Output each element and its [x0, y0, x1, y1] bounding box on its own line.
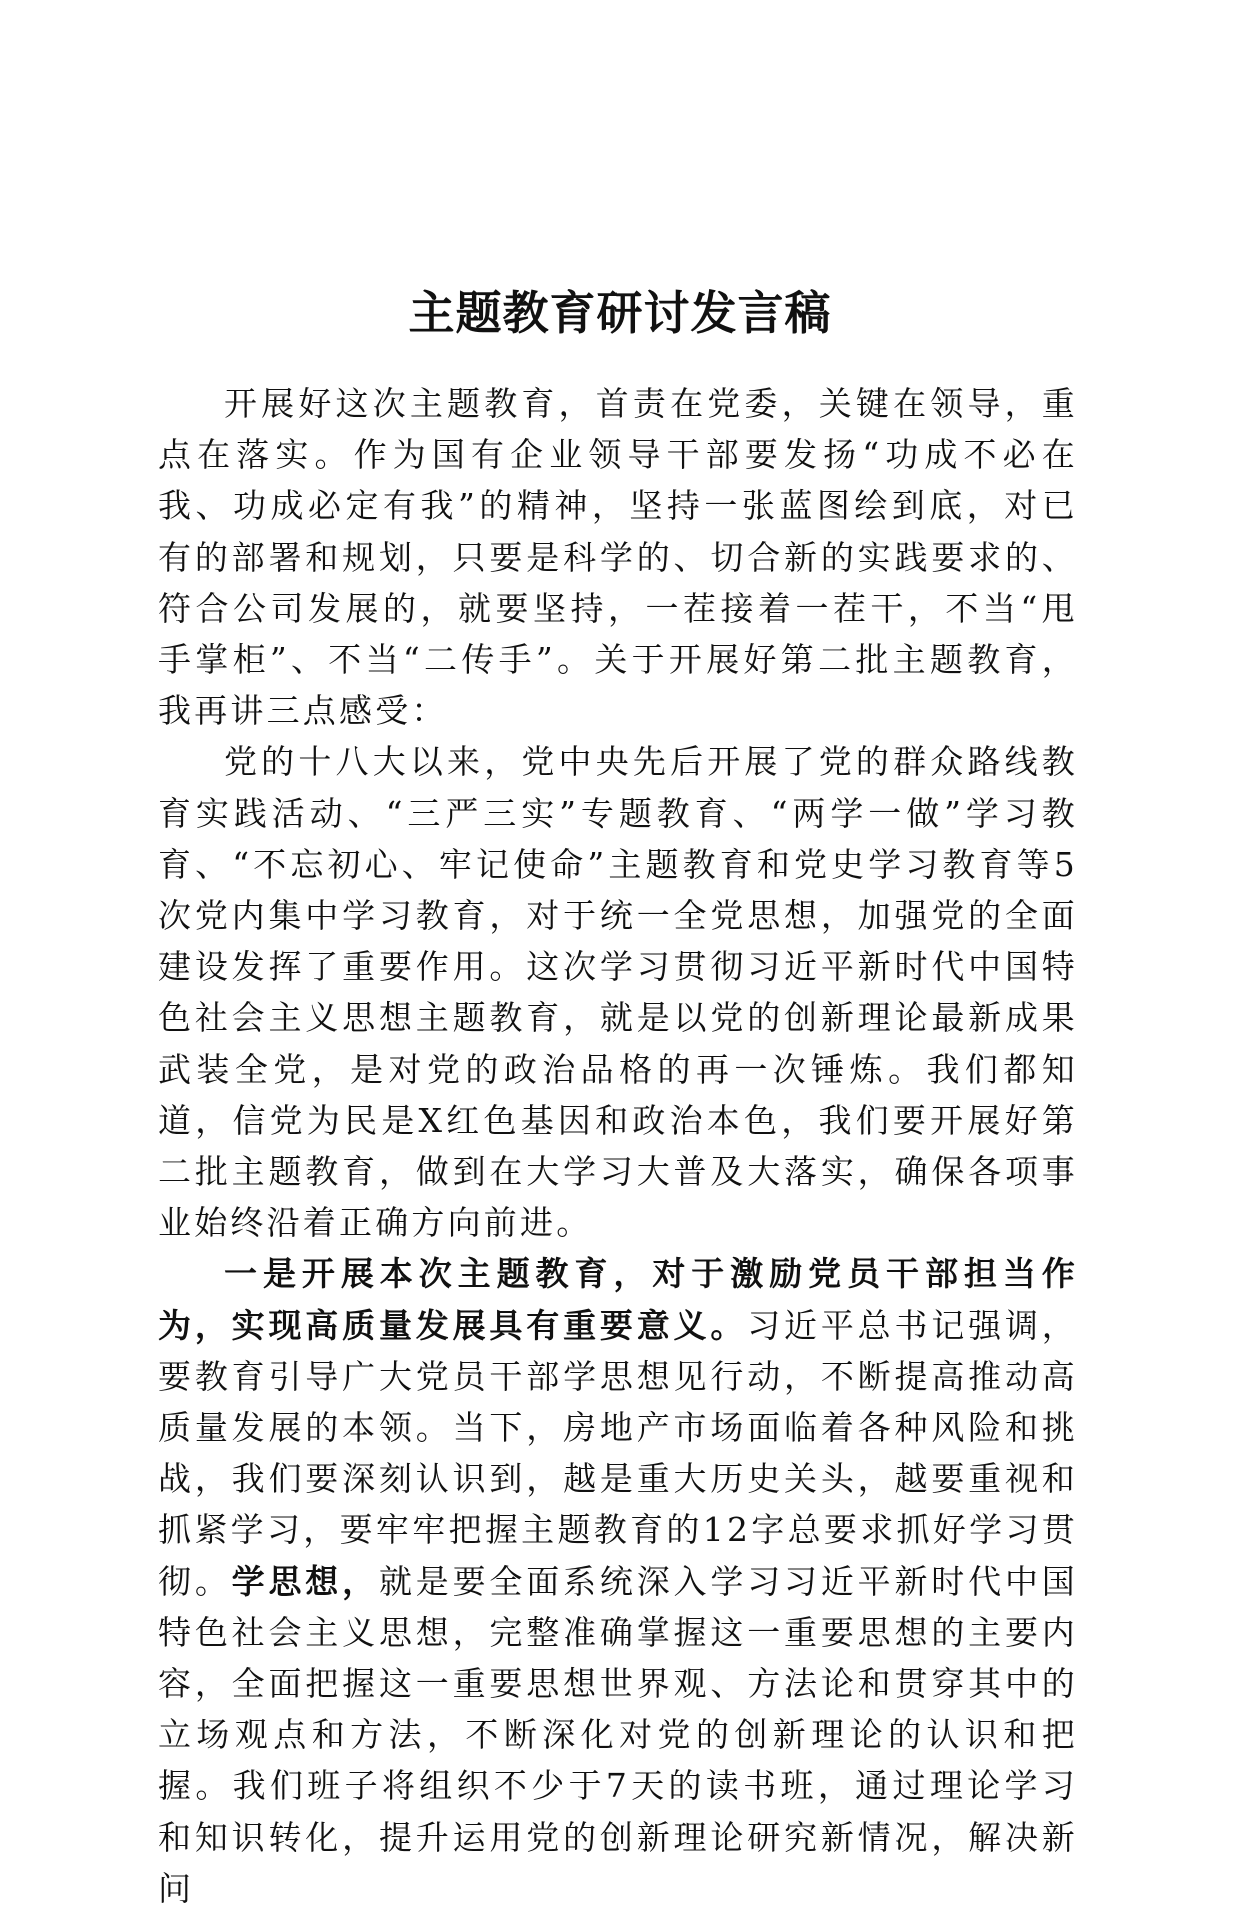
paragraph-intro: 开展好这次主题教育，首责在党委，关键在领导，重点在落实。作为国有企业领导干部要发扬“功成不必在我、功成必定有我”的精神，坚持一张蓝图绘到底，对已有的部署和规划，只要是科学的、切合新的实践要求的、符合公司发展的，就要坚持，一茬接着一茬干，不当“甩手掌柜”、不当“二传手”。关于开展好第二批主题教育，我再讲三点感受：	[158, 384, 1078, 731]
point-one-heading: 一是开展本次主题教育，对于激励党员干部担当作为，实现高质量发展具有重要意义。	[158, 1254, 1078, 1345]
document-body	[158, 378, 1078, 1914]
point-one-text-continued: 就是要全面系统深入学习习近平新时代中国特色社会主义思想，完整准确掌握这一重要思想的主要内容，全面把握这一重要思想世界观、方法论和贯穿其中的立场观点和方法，不断深化对党的创新理论的认识和把握。我们班子将组织不少于7天的读书班，通过理论学习和知识转化，提升运用党的创新理论研究新情况，解决新问	[158, 1561, 1078, 1908]
paragraph-point-one	[158, 1248, 1078, 1914]
paragraph-background: 党的十八大以来，党中央先后开展了党的群众路线教育实践活动、“三严三实”专题教育、“两学一做”学习教育、“不忘初心、牢记使命”主题教育和党史学习教育等5次党内集中学习教育，对于统一全党思想，加强党的全面建设发挥了重要作用。这次学习贯彻习近平新时代中国特色社会主义思想主题教育，就是以党的创新理论最新成果武装全党，是对党的政治品格的再一次锤炼。我们都知道，信党为民是X红色基因和政治本色，我们要开展好第二批主题教育，做到在大学习大普及大落实，确保各项事业始终沿着正确方向前进。	[158, 742, 1078, 1243]
document-title: 主题教育研讨发言稿	[408, 285, 832, 340]
point-one-text: 习近平总书记强调，要教育引导广大党员干部学思想见行动，不断提高推动高质量发展的本领。当下，房地产市场面临着各种风险和挑战，我们要深刻认识到，越是重大历史关头，越要重视和抓紧学习，要牢牢把握主题教育的12字总要求抓好学习贯彻。	[158, 1305, 1078, 1601]
point-one-emphasis: 学思想，	[231, 1561, 379, 1601]
